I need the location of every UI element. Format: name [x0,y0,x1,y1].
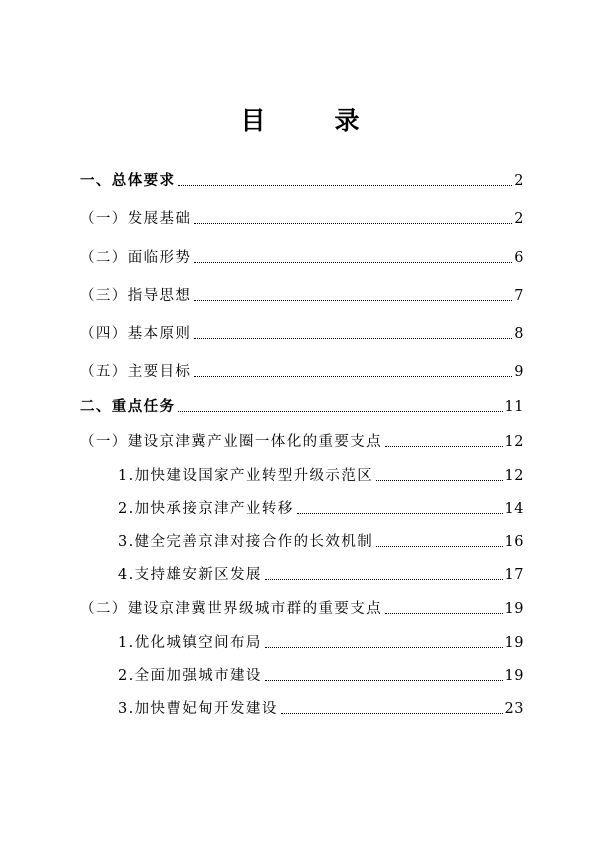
toc-entry-label: 1.优化城镇空间布局 [118,635,262,651]
toc-page-number: 19 [504,601,524,617]
toc-page-number: 17 [504,567,524,583]
toc-entry-label: 2.全面加强城市建设 [118,668,262,684]
toc-entry-label: （二）面临形势 [80,250,192,266]
toc-leader-dots [194,223,512,224]
toc-entry-label: 1.加快建设国家产业转型升级示范区 [118,468,374,484]
toc-entry-label: （一）建设京津冀产业圈一体化的重要支点 [80,434,383,450]
toc-leader-dots [178,411,502,412]
toc-entry[interactable] [80,285,524,307]
toc-entry[interactable] [80,396,524,418]
toc-entry-label: 4.支持雄安新区发展 [118,567,262,583]
toc-leader-dots [265,680,503,681]
page-title: 目 录 [240,106,382,135]
toc-entry[interactable] [118,564,524,586]
toc-entry[interactable] [80,431,524,453]
toc-leader-dots [194,376,512,377]
toc-leader-dots [194,338,512,339]
toc-leader-dots [178,185,512,186]
toc-leader-dots [265,579,503,580]
toc-leader-dots [385,446,502,447]
toc-page-number: 12 [504,434,524,450]
toc-leader-dots [376,546,502,547]
toc-entry[interactable] [118,465,524,487]
toc-leader-dots [194,300,512,301]
toc-entry-label: 2.加快承接京津产业转移 [118,501,294,517]
toc-page-number: 23 [504,701,524,717]
toc-leader-dots [281,713,503,714]
toc-leader-dots [376,480,502,481]
toc-leader-dots [194,262,512,263]
toc-page-number: 8 [514,326,524,342]
toc-leader-dots [297,513,503,514]
toc-entry[interactable] [80,170,524,192]
toc-entry[interactable] [118,632,524,654]
toc-entry-label: （三）指导思想 [80,288,192,304]
toc-entry-label: 二、重点任务 [80,398,176,415]
toc-page-number: 14 [504,501,524,517]
toc-entry[interactable] [80,247,524,269]
toc-entry-label: 3.加快曹妃甸开发建设 [118,701,278,717]
toc-entry[interactable] [80,361,524,383]
toc-page-number: 2 [514,211,524,227]
toc-page-number: 12 [504,468,524,484]
toc-entry-label: 3.健全完善京津对接合作的长效机制 [118,534,374,550]
toc-entry[interactable] [80,208,524,230]
toc-entry[interactable] [118,698,524,720]
toc-entry[interactable] [80,323,524,345]
toc-entry-label: （二）建设京津冀世界级城市群的重要支点 [80,601,383,617]
toc-page-number: 2 [514,173,524,189]
toc-entry[interactable] [118,665,524,687]
toc-entry-label: 一、总体要求 [80,172,176,189]
toc-page-number: 11 [504,399,524,415]
toc-page-number: 7 [514,288,524,304]
toc-page-number: 16 [504,534,524,550]
toc-page-number: 9 [514,364,524,380]
toc-page-number: 6 [514,250,524,266]
toc-entry[interactable] [118,531,524,553]
toc-page-number: 19 [504,668,524,684]
toc-entry[interactable] [80,598,524,620]
toc-entry[interactable] [118,498,524,520]
toc-leader-dots [265,647,503,648]
toc-entry-label: （四）基本原则 [80,326,192,342]
toc-entry-label: （五）主要目标 [80,364,192,380]
toc-entry-label: （一）发展基础 [80,211,192,227]
toc-leader-dots [385,613,502,614]
toc-page-number: 19 [504,635,524,651]
